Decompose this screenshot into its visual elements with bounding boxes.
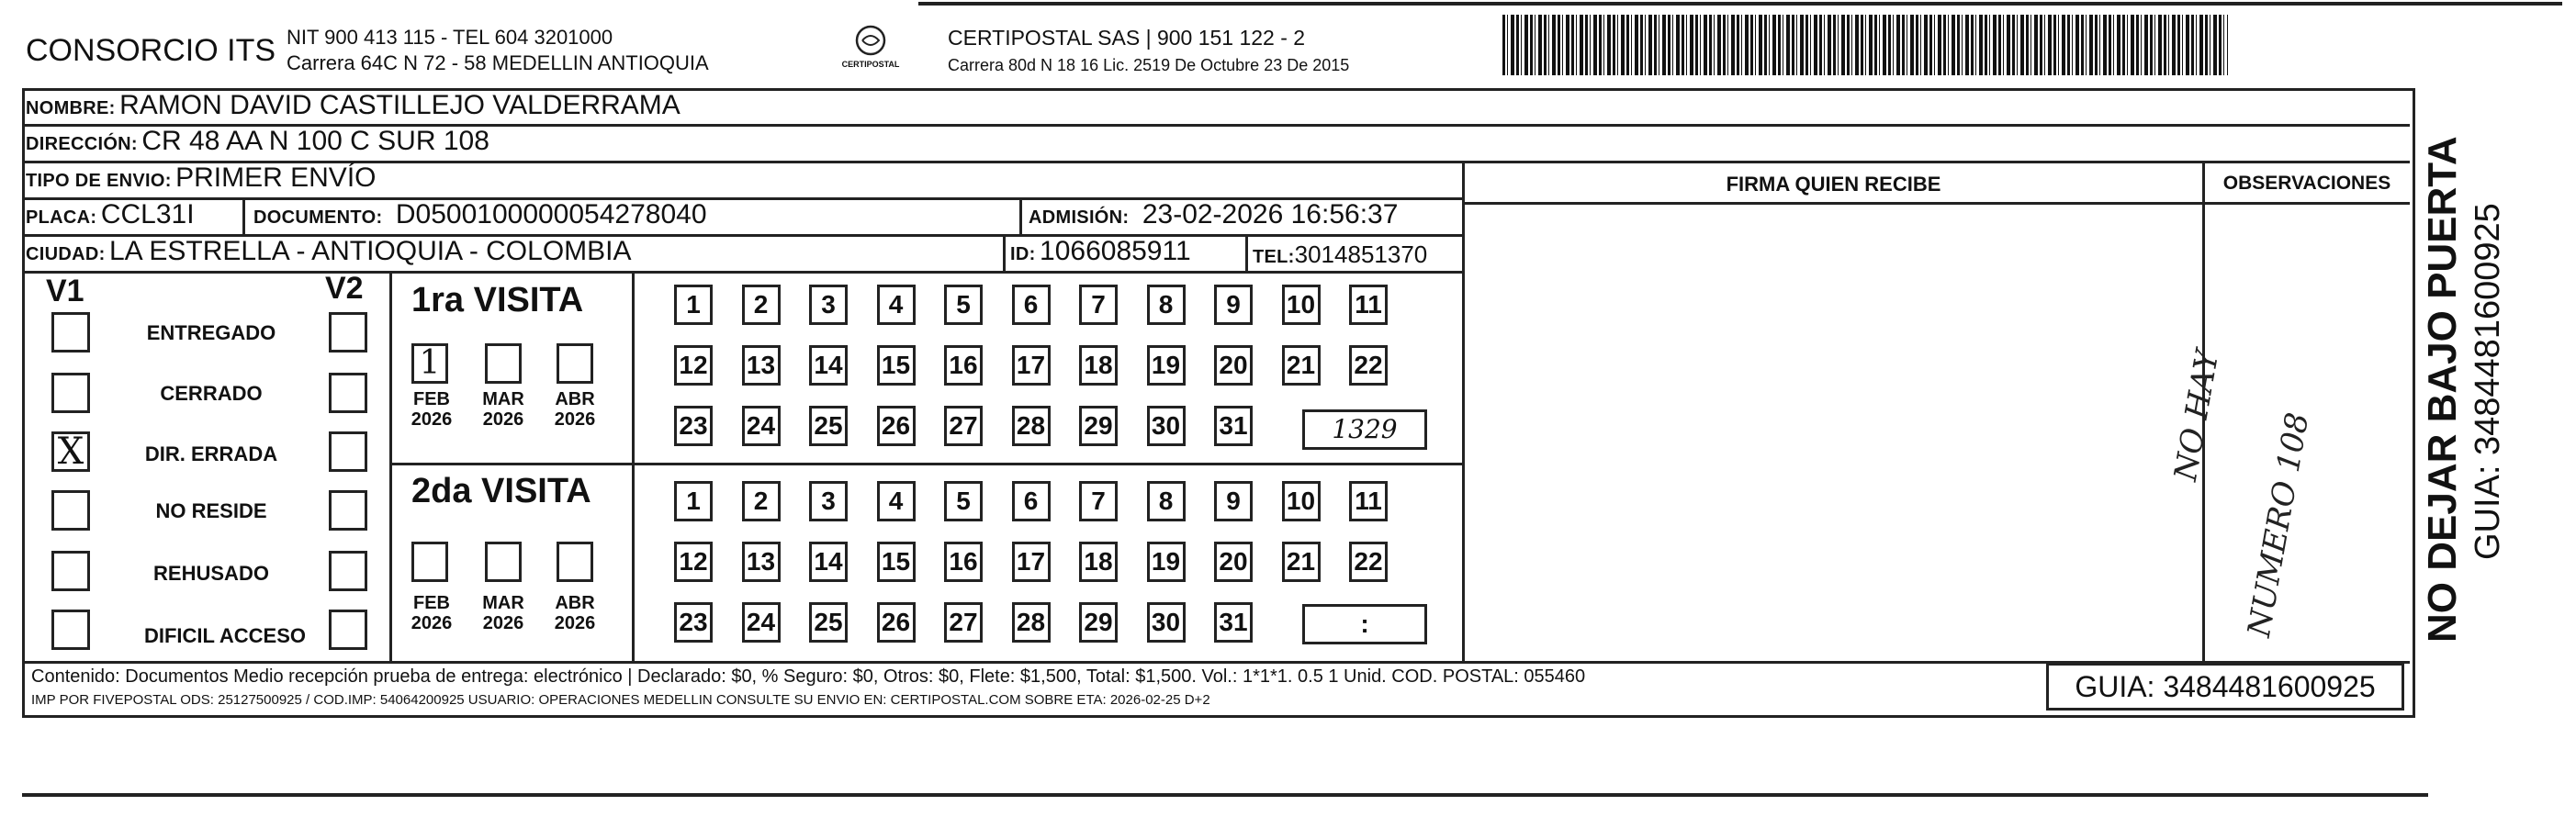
first-visit-day-box[interactable]: 19: [1147, 345, 1186, 386]
second-visit-day-box[interactable]: 4: [877, 481, 916, 521]
placa-row: [26, 199, 195, 230]
first-visit-day-box[interactable]: 10: [1282, 285, 1321, 325]
first-visit-day-box[interactable]: 22: [1349, 345, 1388, 386]
second-visit-day-box[interactable]: 15: [877, 542, 916, 582]
second-visit-day-box[interactable]: 12: [674, 542, 713, 582]
second-visit-day-box[interactable]: 29: [1079, 602, 1118, 643]
second-visit-day-box[interactable]: 27: [944, 602, 983, 643]
year-label: 2026: [554, 409, 596, 430]
divider: [1019, 197, 1022, 234]
second-visit-day-box[interactable]: 28: [1012, 602, 1051, 643]
side-guia: GUIA: 3484481600925: [2469, 203, 2507, 560]
first-visit-day-box[interactable]: 20: [1214, 345, 1253, 386]
admision-cell: [1029, 199, 1398, 230]
tel-cell: [1253, 241, 1427, 269]
first-visit-day-box[interactable]: 4: [877, 285, 916, 325]
footer-imp: IMP POR FIVEPOSTAL ODS: 25127500925 / COD.IMP: 54064200925 USUARIO: OPERACIONES MEDELLIN CONSULTE SU ENVIO EN: CERTIPOSTAL.COM SOBRE ETA: 2026-02-25 D+2: [31, 692, 1210, 708]
first-visit-month-abr: [547, 389, 602, 430]
first-visit-day-box[interactable]: 15: [877, 345, 916, 386]
status-dificil-acceso: DIFICIL ACCESO: [143, 624, 306, 647]
first-visit-day-box[interactable]: 5: [944, 285, 983, 325]
first-visit-month-mar: [476, 389, 531, 430]
status-rehusado: REHUSADO: [153, 562, 269, 585]
footer-guia: GUIA: 3484481600925: [2046, 663, 2404, 711]
second-visit-day-box[interactable]: 13: [742, 542, 781, 582]
tel-value: 3014851370: [1294, 241, 1428, 268]
second-visit-day-box[interactable]: 19: [1147, 542, 1186, 582]
nombre-label: NOMBRE:: [26, 98, 116, 118]
v1-entregado-checkbox[interactable]: [51, 312, 90, 353]
direccion-value: CR 48 AA N 100 C SUR 108: [141, 126, 489, 156]
placa-value: CCL31I: [100, 199, 195, 229]
v2-label: V2: [325, 271, 364, 306]
v2-no-reside-checkbox[interactable]: [329, 490, 367, 531]
status-no-reside: NO RESIDE: [155, 499, 267, 522]
divider: [22, 271, 1464, 274]
first-visit-day-box[interactable]: 18: [1079, 345, 1118, 386]
first-visit-day-box[interactable]: 27: [944, 406, 983, 446]
first-visit-day-box[interactable]: 8: [1147, 285, 1186, 325]
first-visit-mar-box[interactable]: [485, 343, 522, 384]
divider: [389, 463, 1464, 465]
certipostal-logo: [834, 24, 907, 69]
certipostal-logo-icon: [852, 24, 889, 57]
first-visit-day-box[interactable]: 23: [674, 406, 713, 446]
v1-dificil-acceso-checkbox[interactable]: [51, 610, 90, 650]
year-label: 2026: [482, 409, 524, 430]
first-visit-day-box[interactable]: 26: [877, 406, 916, 446]
second-visit-day-box[interactable]: 11: [1349, 481, 1388, 521]
firma-header: FIRMA QUIEN RECIBE: [1726, 173, 1941, 196]
second-visit-day-box[interactable]: 16: [944, 542, 983, 582]
second-visit-mar-box[interactable]: [485, 542, 522, 582]
first-visit-day-box[interactable]: 12: [674, 345, 713, 386]
tipo-row: [26, 162, 377, 194]
second-visit-day-box[interactable]: 25: [809, 602, 848, 643]
second-visit-day-box[interactable]: 6: [1012, 481, 1051, 521]
second-visit-time-box[interactable]: :: [1302, 604, 1427, 644]
first-visit-title: 1ra VISITA: [411, 281, 584, 319]
ciudad-row: [26, 236, 632, 267]
ciudad-label: CIUDAD:: [26, 244, 106, 264]
second-visit-abr-box[interactable]: [557, 542, 593, 582]
logo-text: CERTIPOSTAL: [841, 60, 900, 69]
second-visit-day-box[interactable]: 14: [809, 542, 848, 582]
second-visit-day-box[interactable]: 22: [1349, 542, 1388, 582]
next-label-edge: [22, 793, 2428, 797]
first-visit-day-box[interactable]: 7: [1079, 285, 1118, 325]
first-visit-time-box[interactable]: 1329: [1302, 409, 1427, 450]
second-visit-month-feb: [404, 593, 459, 633]
second-visit-day-box[interactable]: 2: [742, 481, 781, 521]
year-label: 2026: [411, 409, 453, 430]
v1-dir-errada-checkbox[interactable]: X: [51, 431, 90, 472]
second-visit-day-box[interactable]: 31: [1214, 602, 1253, 643]
tel-label: TEL:: [1253, 247, 1295, 267]
month-label: FEB: [413, 593, 450, 613]
first-visit-day-box[interactable]: 24: [742, 406, 781, 446]
second-visit-title: 2da VISITA: [411, 472, 591, 510]
id-value: 1066085911: [1040, 236, 1191, 266]
first-visit-day-box[interactable]: 13: [742, 345, 781, 386]
first-visit-day-box[interactable]: 1: [674, 285, 713, 325]
v1-no-reside-checkbox[interactable]: [51, 490, 90, 531]
month-label: FEB: [413, 389, 450, 409]
divider: [1245, 234, 1248, 271]
first-visit-day-box[interactable]: 14: [809, 345, 848, 386]
second-visit-day-box[interactable]: 20: [1214, 542, 1253, 582]
status-dir-errada: DIR. ERRADA: [144, 442, 278, 465]
month-label: ABR: [555, 593, 595, 613]
v2-entregado-checkbox[interactable]: [329, 312, 367, 353]
direccion-row: [26, 126, 489, 157]
documento-cell: [253, 199, 707, 230]
second-visit-day-box[interactable]: 21: [1282, 542, 1321, 582]
second-visit-day-box[interactable]: 7: [1079, 481, 1118, 521]
id-cell: [1010, 236, 1191, 267]
second-visit-day-box[interactable]: 17: [1012, 542, 1051, 582]
second-visit-day-box[interactable]: 24: [742, 602, 781, 643]
barcode: [1502, 15, 2228, 75]
first-visit-day-box[interactable]: 30: [1147, 406, 1186, 446]
first-visit-day-box[interactable]: 31: [1214, 406, 1253, 446]
divider: [1003, 234, 1006, 271]
year-label: 2026: [554, 613, 596, 633]
first-visit-abr-box[interactable]: [557, 343, 593, 384]
obs-handwriting-1: NO HAY: [2167, 347, 2227, 484]
v1-rehusado-checkbox[interactable]: [51, 551, 90, 591]
tipo-label: TIPO DE ENVIO:: [26, 171, 172, 191]
second-visit-day-box[interactable]: 3: [809, 481, 848, 521]
second-visit-month-mar: [476, 593, 531, 633]
tipo-value: PRIMER ENVÍO: [175, 162, 377, 193]
first-visit-day-box[interactable]: 25: [809, 406, 848, 446]
placa-label: PLACA:: [26, 207, 97, 228]
first-visit-month-feb: [404, 389, 459, 430]
second-visit-day-box[interactable]: 10: [1282, 481, 1321, 521]
divider: [242, 197, 245, 234]
divider: [389, 271, 392, 661]
top-rule: [918, 2, 2562, 6]
first-visit-day-box[interactable]: 9: [1214, 285, 1253, 325]
divider: [22, 161, 2410, 163]
year-label: 2026: [411, 613, 453, 633]
signature-area[interactable]: [1465, 205, 2199, 659]
v2-cerrado-checkbox[interactable]: [329, 373, 367, 413]
company-name: CONSORCIO ITS: [26, 33, 276, 68]
second-visit-day-box[interactable]: 30: [1147, 602, 1186, 643]
month-label: MAR: [482, 389, 524, 409]
company-nit: NIT 900 413 115 - TEL 604 3201000: [287, 26, 613, 49]
first-visit-day-box[interactable]: 29: [1079, 406, 1118, 446]
first-visit-day-box[interactable]: 11: [1349, 285, 1388, 325]
first-visit-day-box[interactable]: 16: [944, 345, 983, 386]
second-visit-month-abr: [547, 593, 602, 633]
second-visit-day-box[interactable]: 9: [1214, 481, 1253, 521]
first-visit-day-box[interactable]: 17: [1012, 345, 1051, 386]
v1-cerrado-checkbox[interactable]: [51, 373, 90, 413]
first-visit-day-box[interactable]: 28: [1012, 406, 1051, 446]
status-entregado: ENTREGADO: [146, 321, 276, 344]
v2-dir-errada-checkbox[interactable]: [329, 431, 367, 472]
second-visit-feb-box[interactable]: [411, 542, 448, 582]
first-visit-day-box[interactable]: 3: [809, 285, 848, 325]
month-label: MAR: [482, 593, 524, 613]
first-visit-day-box[interactable]: 21: [1282, 345, 1321, 386]
second-visit-day-box[interactable]: 26: [877, 602, 916, 643]
month-label: ABR: [555, 389, 595, 409]
nombre-row: [26, 90, 681, 121]
observaciones-header: OBSERVACIONES: [2222, 173, 2391, 194]
admision-value: 23-02-2026 16:56:37: [1142, 199, 1399, 229]
documento-value: D0500100000054278040: [395, 199, 707, 229]
first-visit-day-box[interactable]: 6: [1012, 285, 1051, 325]
second-visit-day-box[interactable]: 23: [674, 602, 713, 643]
carrier-name: CERTIPOSTAL SAS | 900 151 122 - 2: [948, 26, 1306, 50]
first-visit-day-box[interactable]: 2: [742, 285, 781, 325]
divider: [632, 271, 635, 661]
second-visit-day-box[interactable]: 18: [1079, 542, 1118, 582]
footer-content: Contenido: Documentos Medio recepción prueba de entrega: electrónico | Declarado: $0, % Seguro: $0, Otros: $0, Flete: $1,500, Total: $1,500. Vol.: 1*1*1. 0.5 1 Unid. COD. POSTAL: 055460: [31, 666, 1586, 687]
year-label: 2026: [482, 613, 524, 633]
first-visit-feb-box[interactable]: 1: [411, 343, 448, 384]
second-visit-day-box[interactable]: 1: [674, 481, 713, 521]
id-label: ID:: [1010, 244, 1036, 264]
ciudad-value: LA ESTRELLA - ANTIOQUIA - COLOMBIA: [109, 236, 632, 266]
v2-dificil-acceso-checkbox[interactable]: [329, 610, 367, 650]
documento-label: DOCUMENTO:: [253, 207, 383, 228]
company-address: Carrera 64C N 72 - 58 MEDELLIN ANTIOQUIA: [287, 51, 709, 74]
v1-label: V1: [46, 274, 84, 308]
second-visit-day-box[interactable]: 8: [1147, 481, 1186, 521]
nombre-value: RAMON DAVID CASTILLEJO VALDERRAMA: [119, 90, 681, 120]
status-cerrado: CERRADO: [160, 382, 263, 405]
side-warning: NO DEJAR BAJO PUERTA: [2420, 136, 2465, 643]
admision-label: ADMISIÓN:: [1029, 207, 1130, 228]
v2-rehusado-checkbox[interactable]: [329, 551, 367, 591]
obs-handwriting-2: NUMERO 108: [2241, 409, 2317, 640]
carrier-license: Carrera 80d N 18 16 Lic. 2519 De Octubre 23 De 2015: [948, 56, 1350, 74]
direccion-label: DIRECCIÓN:: [26, 134, 138, 154]
second-visit-day-box[interactable]: 5: [944, 481, 983, 521]
